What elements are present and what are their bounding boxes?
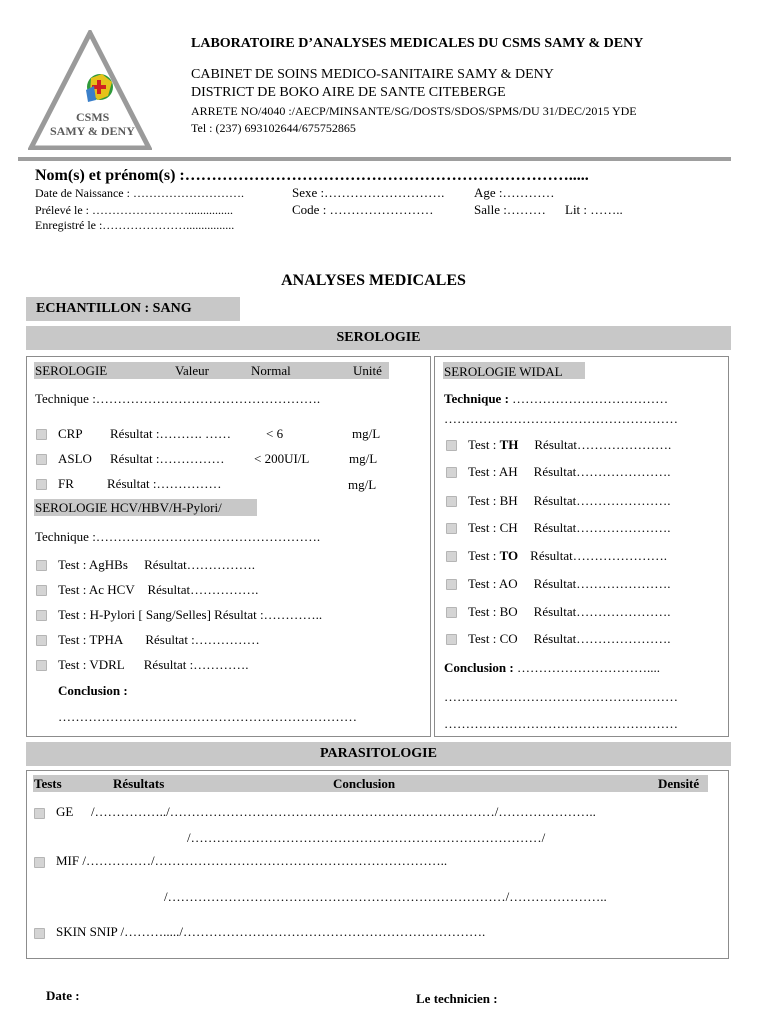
arrete-text: ARRETE NO/4040 :/AECP/MINSANTE/SG/DOSTS/SDOS/SPMS/DU 31/DEC/2015 YDE xyxy=(191,104,637,118)
aslo-result-field[interactable]: Résultat :…………… xyxy=(110,451,225,466)
h-pylori-checkbox[interactable] xyxy=(36,610,47,621)
parasitologie-header: PARASITOLOGIE xyxy=(320,746,437,761)
serologie-technique-field[interactable]: Technique :……………………………………………. xyxy=(35,391,321,406)
page-title: ANALYSES MEDICALES xyxy=(281,272,466,289)
serologie-conclusion-label: Conclusion : xyxy=(58,683,128,698)
nom-prenom-label: Nom(s) et prénom(s) : xyxy=(35,167,185,184)
widal-ah-code: AH xyxy=(498,464,518,479)
widal-th-checkbox[interactable] xyxy=(446,440,457,451)
technicien-label: Le technicien : xyxy=(416,991,498,1006)
crp-normal: < 6 xyxy=(266,426,284,441)
widal-ch-prefix: Test : xyxy=(468,520,500,535)
date-label: Date : xyxy=(46,988,80,1003)
cabinet-name: CABINET DE SOINS MEDICO-SANITAIRE SAMY & DENY xyxy=(191,67,554,82)
nom-prenom-field[interactable]: ………………………………………………………………..... xyxy=(184,167,589,184)
widal-technique[interactable] xyxy=(444,391,668,407)
header-divider xyxy=(18,157,731,161)
widal-bh-code: BH xyxy=(499,493,518,508)
h-pylori-test[interactable]: Test : H-Pylori [ Sang/Selles] Résultat :………….. xyxy=(58,607,323,622)
aghbs-checkbox[interactable] xyxy=(36,560,47,571)
widal-ah-prefix: Test : xyxy=(468,464,499,479)
widal-ao-checkbox[interactable] xyxy=(446,579,457,590)
widal-bh-result[interactable]: Résultat…………………. xyxy=(533,493,671,508)
ge-result-field-2[interactable]: /………………………………………………………………………/ xyxy=(187,830,546,845)
tel-text: Tel : (237) 693102644/675752865 xyxy=(191,121,356,135)
widal-to-code: TO xyxy=(499,548,519,563)
code-field[interactable]: Code : …………………… xyxy=(292,202,434,217)
hcv-title: SEROLOGIE HCV/HBV/H-Pylori/ xyxy=(35,500,222,515)
widal-conclusion[interactable] xyxy=(444,660,660,676)
enregistre-field[interactable]: Enregistré le :…………………................ xyxy=(35,218,235,232)
widal-co-checkbox[interactable] xyxy=(446,634,457,645)
widal-to-prefix: Test : xyxy=(468,548,500,563)
widal-ao-result[interactable]: Résultat…………………. xyxy=(533,576,671,591)
widal-bh-checkbox[interactable] xyxy=(446,496,457,507)
age-field[interactable]: Age :………… xyxy=(474,185,555,200)
widal-co-result[interactable]: Résultat…………………. xyxy=(533,631,671,646)
fr-checkbox[interactable] xyxy=(36,479,47,490)
serologie-conclusion-field[interactable]: …………………………………………………………… xyxy=(58,709,357,724)
widal-ch-code: CH xyxy=(499,520,518,535)
mif-result-field[interactable]: MIF /……………/………………………………………………………….. xyxy=(56,853,448,868)
serologie-col-title: SEROLOGIE xyxy=(35,363,108,378)
aslo-normal: < 200UI/L xyxy=(254,451,310,466)
widal-to-result[interactable]: Résultat…………………. xyxy=(530,548,668,563)
nom-label xyxy=(35,167,589,185)
parasitologie-col-resultats: Résultats xyxy=(113,776,165,791)
widal-title: SEROLOGIE WIDAL xyxy=(444,364,563,379)
date-naissance-field[interactable]: Date de Naissance : ………………………. xyxy=(35,186,244,200)
logo-text-samy-deny: SAMY & DENY xyxy=(50,124,135,138)
widal-ch-test[interactable] xyxy=(468,520,671,536)
widal-to-checkbox[interactable] xyxy=(446,551,457,562)
widal-to-test[interactable] xyxy=(468,548,667,564)
csms-logo xyxy=(28,30,152,150)
parasitologie-col-tests: Tests xyxy=(34,776,62,791)
ac-hcv-test[interactable]: Test : Ac HCV Résultat……………. xyxy=(58,582,259,597)
aghbs-test[interactable]: Test : AgHBs Résultat……………. xyxy=(58,557,255,572)
serologie-header: SEROLOGIE xyxy=(336,330,421,345)
skin-snip-result-field[interactable]: SKIN SNIP /………...../……………………………………………………………. xyxy=(56,924,486,939)
mif-checkbox[interactable] xyxy=(34,857,45,868)
widal-ah-test[interactable] xyxy=(468,464,671,480)
widal-th-result[interactable]: Résultat…………………. xyxy=(534,437,672,452)
widal-th-prefix: Test : xyxy=(468,437,500,452)
vdrl-checkbox[interactable] xyxy=(36,660,47,671)
widal-bo-test[interactable] xyxy=(468,604,671,620)
widal-th-code: TH xyxy=(499,437,519,452)
widal-bo-result[interactable]: Résultat…………………. xyxy=(533,604,671,619)
widal-ao-test[interactable] xyxy=(468,576,671,592)
preleve-field[interactable]: Prélevé le : ……………………............... xyxy=(35,203,233,217)
echantillon-label: ECHANTILLON : SANG xyxy=(36,301,192,316)
widal-bh-test[interactable] xyxy=(468,493,671,509)
widal-ao-prefix: Test : xyxy=(468,576,499,591)
ge-label: GE xyxy=(56,804,74,819)
widal-technique-label: Technique : xyxy=(444,391,509,406)
crp-result-field[interactable]: Résultat :………. …… xyxy=(110,426,231,441)
widal-conclusion-line-3[interactable]: ……………………………………………… xyxy=(444,716,678,731)
serologie-left-box xyxy=(26,356,431,737)
widal-co-prefix: Test : xyxy=(468,631,500,646)
hcv-technique-field[interactable]: Technique :……………………………………………. xyxy=(35,529,321,544)
widal-th-test[interactable] xyxy=(468,437,671,453)
fr-unit: mg/L xyxy=(348,477,377,492)
serologie-col-unite: Unité xyxy=(353,363,382,378)
serologie-col-normal: Normal xyxy=(251,363,291,378)
fr-name: FR xyxy=(58,476,74,491)
crp-name: CRP xyxy=(58,426,83,441)
salle-field[interactable]: Salle :……… xyxy=(474,202,546,217)
widal-co-code: CO xyxy=(499,631,518,646)
lab-title: LABORATOIRE D’ANALYSES MEDICALES DU CSMS SAMY & DENY xyxy=(191,36,644,51)
ac-hcv-checkbox[interactable] xyxy=(36,585,47,596)
widal-ah-result[interactable]: Résultat…………………. xyxy=(533,464,671,479)
fr-result-field[interactable]: Résultat :…………… xyxy=(107,476,222,491)
skin-snip-checkbox[interactable] xyxy=(34,928,45,939)
widal-ah-checkbox[interactable] xyxy=(446,467,457,478)
aslo-checkbox[interactable] xyxy=(36,454,47,465)
lit-field[interactable]: Lit : …….. xyxy=(565,202,623,217)
widal-co-test[interactable] xyxy=(468,631,671,647)
sexe-field[interactable]: Sexe :………………………. xyxy=(292,185,445,200)
logo-text-csms: CSMS xyxy=(76,110,110,124)
crp-unit: mg/L xyxy=(352,426,381,441)
widal-bo-code: BO xyxy=(499,604,518,619)
vdrl-test[interactable]: Test : VDRL Résultat :…………. xyxy=(58,657,249,672)
aslo-name: ASLO xyxy=(58,451,92,466)
crp-checkbox[interactable] xyxy=(36,429,47,440)
widal-bo-prefix: Test : xyxy=(468,604,500,619)
widal-ch-checkbox[interactable] xyxy=(446,523,457,534)
parasitologie-col-densite: Densité xyxy=(658,776,700,791)
district-name: DISTRICT DE BOKO AIRE DE SANTE CITEBERGE xyxy=(191,85,506,100)
serologie-col-valeur: Valeur xyxy=(175,363,209,378)
tpha-checkbox[interactable] xyxy=(36,635,47,646)
aslo-unit: mg/L xyxy=(349,451,378,466)
tpha-test[interactable]: Test : TPHA Résultat :…………… xyxy=(58,632,260,647)
widal-conclusion-field[interactable]: ………………………….... xyxy=(516,660,660,675)
widal-conclusion-line-2[interactable]: ……………………………………………… xyxy=(444,689,678,704)
widal-conclusion-label: Conclusion : xyxy=(444,660,514,675)
widal-ao-code: AO xyxy=(498,576,518,591)
ge-checkbox[interactable] xyxy=(34,808,45,819)
widal-bo-checkbox[interactable] xyxy=(446,607,457,618)
mif-result-field-2[interactable]: /……………………………………………………………………/………………….. xyxy=(164,889,607,904)
widal-bh-prefix: Test : xyxy=(468,493,500,508)
widal-technique-field[interactable]: ……………………………… xyxy=(512,391,669,406)
ge-result-field[interactable]: /……………../…………………………………………………………………/………………….. xyxy=(91,804,596,819)
widal-technique-field-2[interactable]: ……………………………………………… xyxy=(444,411,678,426)
parasitologie-col-conclusion: Conclusion xyxy=(333,776,396,791)
widal-ch-result[interactable]: Résultat…………………. xyxy=(533,520,671,535)
